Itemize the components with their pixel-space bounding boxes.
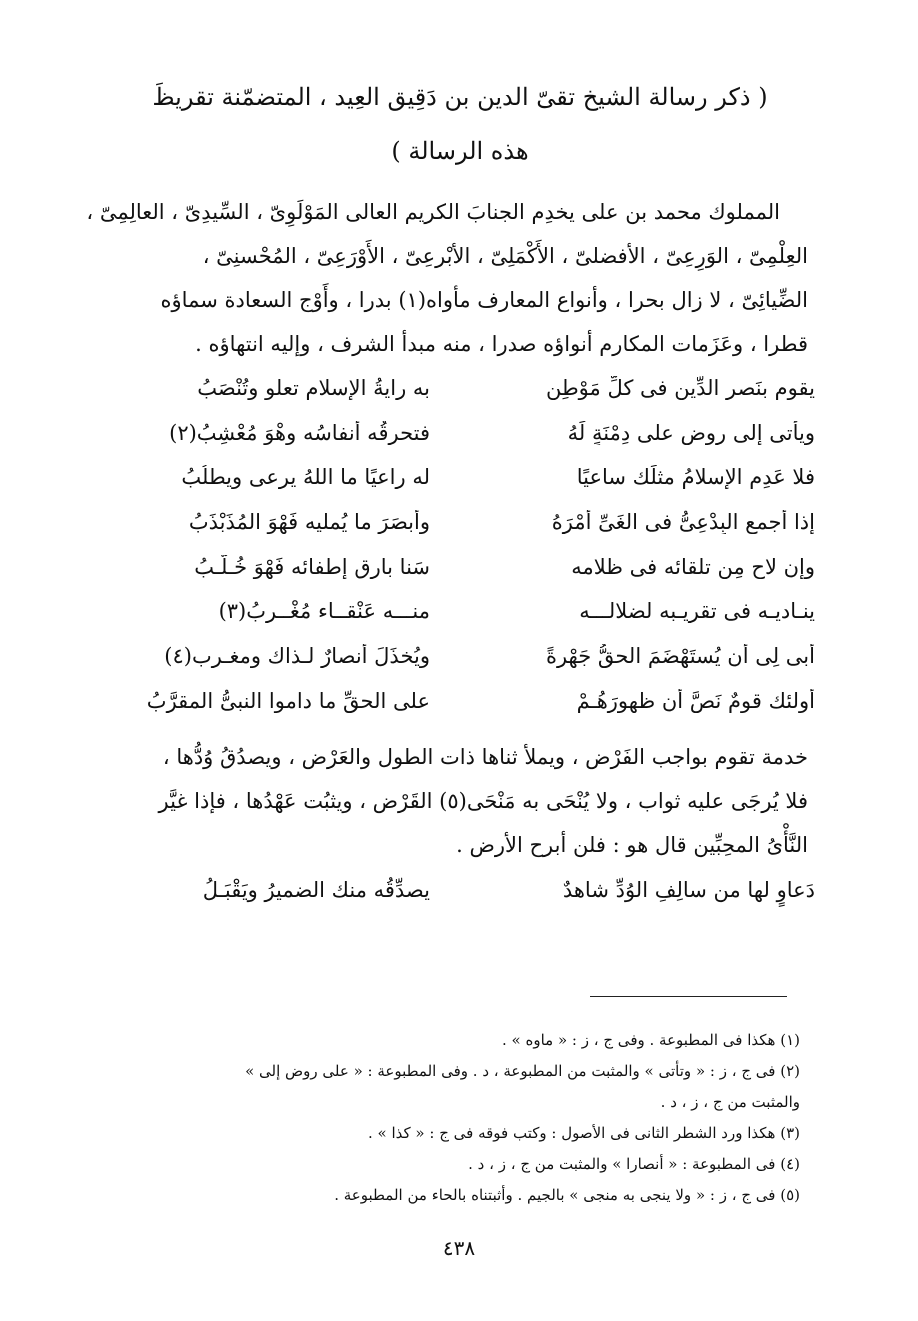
- verse-line: [70, 370, 815, 415]
- final-verse: [70, 870, 815, 920]
- prose-line: فلا يُرجَى عليه ثواب ، ولا يُنْحَى به مَنْحَى(٥) القَرْض ، ويثبُت عَهْدُها ، فإذا غيَّر: [158, 789, 808, 813]
- verse-first-hemistich: إذا أجمع البِدْعِىُّ فى الغَىِّ أَمْرَهُ: [551, 510, 815, 535]
- verse-second-hemistich: به رايةُ الإسلام تعلو وتُنْصَبُ: [197, 376, 430, 400]
- verse-line: [70, 415, 815, 460]
- verse-first-hemistich: أولئك قومٌ نَصَّ أن ظهورَهُـمْ: [576, 688, 815, 713]
- verse-second-hemistich: سَنا بارقٍ إطفائه فَهْوَ خُـلَّـبُ: [194, 554, 430, 579]
- verse-second-hemistich: وأبصَرَ ما يُمليه فَهْوَ المُذَبْذَبُ: [188, 510, 430, 535]
- verse-line: [70, 638, 815, 683]
- footnote-separator: [590, 996, 787, 997]
- verse-first-hemistich: دَعاوٍ لها من سالِفِ الوُدِّ شاهدٌ: [562, 878, 815, 902]
- verse-first-hemistich: ينـاديـه فى تقريـبه لضلالـــه: [579, 599, 815, 624]
- page-number: ٤٣٨: [442, 1236, 476, 1260]
- footnote: (٣) هكذا ورد الشطر الثانى فى الأصول : وكتب فوقه فى ج : « كذا » .: [368, 1124, 800, 1142]
- verse-second-hemistich: فتحرقُه أنفاسُه وهْوَ مُعْشِبُ(٢): [169, 420, 430, 445]
- footnote: (١) هكذا فى المطبوعة . وفى ج ، ز : « ماوه » .: [502, 1031, 800, 1049]
- verse-line: [70, 549, 815, 594]
- verse-line: [70, 683, 815, 728]
- verse-second-hemistich: منـــه عَنْقــاء مُغْــرِبُ(٣): [218, 599, 430, 624]
- verse-line: [70, 504, 815, 549]
- poem: [70, 370, 815, 728]
- section-heading: [90, 70, 830, 178]
- heading-line-1: ( ذكر رسالة الشيخ تقىّ الدين بن دَقِيق العِيد ، المتضمّنة تقريظَ: [152, 83, 768, 111]
- verse-line: [70, 593, 815, 638]
- verse-second-hemistich: له راعيًا ما اللهُ يرعى ويطلُبُ: [181, 465, 430, 490]
- verse-second-hemistich: على الحقِّ ما داموا النبىُّ المقرَّبُ: [146, 688, 430, 713]
- intro-paragraph: [70, 190, 808, 366]
- footnote: (٤) فى المطبوعة : « أنصارا » والمثبت من ج ، ز ، د .: [468, 1155, 800, 1173]
- verse-first-hemistich: يقوم بنَصرِ الدِّين فى كلِّ مَوْطِنٍ: [545, 376, 815, 400]
- verse-first-hemistich: ويأتى إلى روضٍ على دِمْنَةٍ لَهُ: [567, 420, 815, 445]
- intro-line: قطرا ، وعَزَمات المكارم أنواؤه صدرا ، منه مبدأ الشرف ، وإليه انتهاؤه .: [195, 332, 808, 356]
- intro-line: الضِّيائِىّ ، لا زال بحرا ، وأنواع المعارف مأواه(١) بدرا ، وأَوْج السعادة سماؤه: [160, 288, 808, 312]
- verse-line: [70, 459, 815, 504]
- verse-second-hemistich: ويُخذَلَ أنصارٌ لـذاك ومغـرب(٤): [164, 644, 430, 669]
- intro-line: المملوك محمد بن على يخدِم الجنابَ الكريم العالى المَوْلَوِىّ ، السِّيدِىّ ، العالِمِىّ ،: [86, 200, 780, 224]
- verse-first-hemistich: وإن لاح مِن تلقائه فى ظلامه: [571, 554, 815, 579]
- intro-line: العِلْمِىّ ، الوَرِعِىّ ، الأفضلىّ ، الأَكْمَلِىّ ، الأبْرعِىّ ، الأَوْرَعِىّ ، المُحْسنِىّ ،: [202, 244, 808, 268]
- prose-line: النَّأْىُ المحِبِّين قال هو : فلن أبرح الأرض .: [456, 833, 808, 857]
- verse-first-hemistich: فلا عَدِم الإسلامُ مثلَك ساعيًا: [576, 465, 815, 490]
- footnotes: [240, 1025, 800, 1211]
- prose-line: خدمة تقوم بواجب الفَرْض ، ويملأ ثناها ذات الطول والعَرْض ، ويصدُقُ وُدُّها ،: [162, 745, 808, 769]
- heading-line-2: هذه الرسالة ): [391, 137, 529, 165]
- footnote: (٥) فى ج ، ز : « ولا ينجى به منجى » بالجيم . وأثبتناه بالحاء من المطبوعة .: [334, 1186, 800, 1204]
- prose-paragraph: [70, 735, 808, 867]
- verse-first-hemistich: أبى لِى أن يُستَهْضَمَ الحقُّ جَهْرةً: [545, 644, 815, 669]
- verse-second-hemistich: يصدِّقُه منك الضميرُ ويَقْبَـلُ: [202, 878, 430, 902]
- footnote: (٢) فى ج ، ز : « وتأتى » والمثبت من المطبوعة ، د . وفى المطبوعة : « على روض إلى » والمثبت من ج ، ز ، د .: [245, 1062, 800, 1111]
